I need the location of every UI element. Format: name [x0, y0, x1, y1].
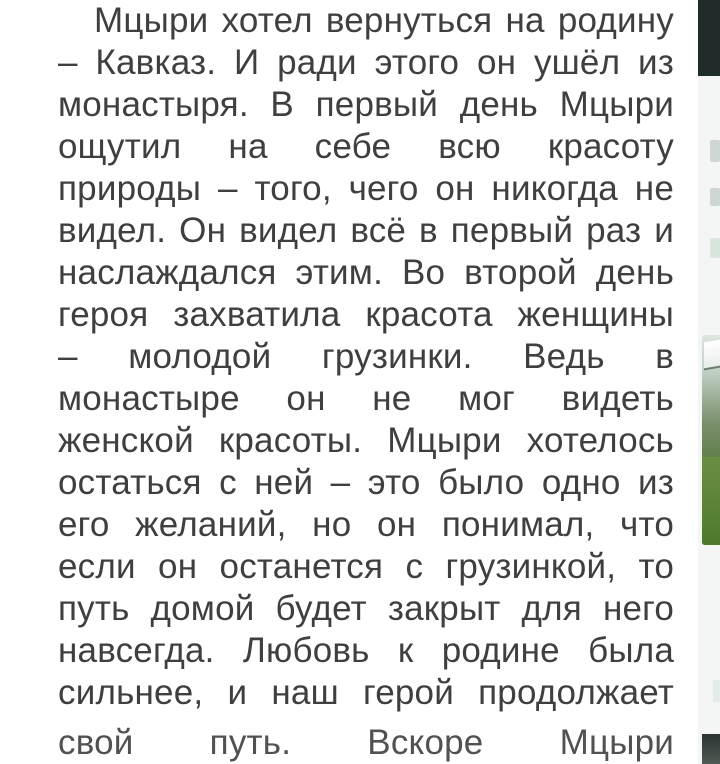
text-line-7: наслаждался этим. Во второй день [58, 253, 674, 292]
sidebar-dark-block [698, 0, 720, 76]
text-line-3: монастыря. В первый день Мцыри [58, 85, 674, 124]
sidebar-image-thumbnail[interactable] [702, 335, 720, 545]
text-line-1: Мцыри хотел вернуться на родину [94, 1, 674, 40]
sidebar-fragment [710, 188, 720, 206]
text-line-4: ощутил на себе всю красоту [58, 127, 674, 166]
text-line-12: остаться с ней – это было одно из [58, 463, 674, 502]
text-line-10: монастыре он не мог видеть [58, 379, 674, 418]
text-line-13: его желаний, но он понимал, что [58, 505, 674, 544]
text-line-11: женской красоты. Мцыри хотелось [58, 421, 674, 460]
text-line-18: свой путь. Вскоре Мцыри [58, 723, 674, 762]
text-line-9: – молодой грузинки. Ведь в [58, 337, 674, 376]
text-line-15: путь домой будет закрыт для него [58, 589, 674, 628]
text-line-16: навсегда. Любовь к родине была [58, 631, 674, 670]
text-line-14: если он останется с грузинкой, то [58, 547, 674, 586]
text-line-5: природы – того, чего он никогда не [58, 169, 674, 208]
sidebar-fragment [710, 238, 720, 258]
sidebar-fragment [710, 140, 720, 162]
right-sidebar-strip [698, 0, 720, 764]
sidebar-image-thumbnail[interactable] [702, 734, 720, 764]
text-line-17: сильнее, и наш герой продолжает [58, 673, 674, 712]
text-line-8: героя захватила красота женщины [58, 295, 674, 334]
text-line-6: видел. Он видел всё в первый раз и [58, 211, 674, 250]
text-line-2: – Кавказ. И ради этого он ушёл из [58, 43, 674, 82]
sidebar-fragment [713, 680, 720, 702]
article-body [58, 0, 674, 762]
